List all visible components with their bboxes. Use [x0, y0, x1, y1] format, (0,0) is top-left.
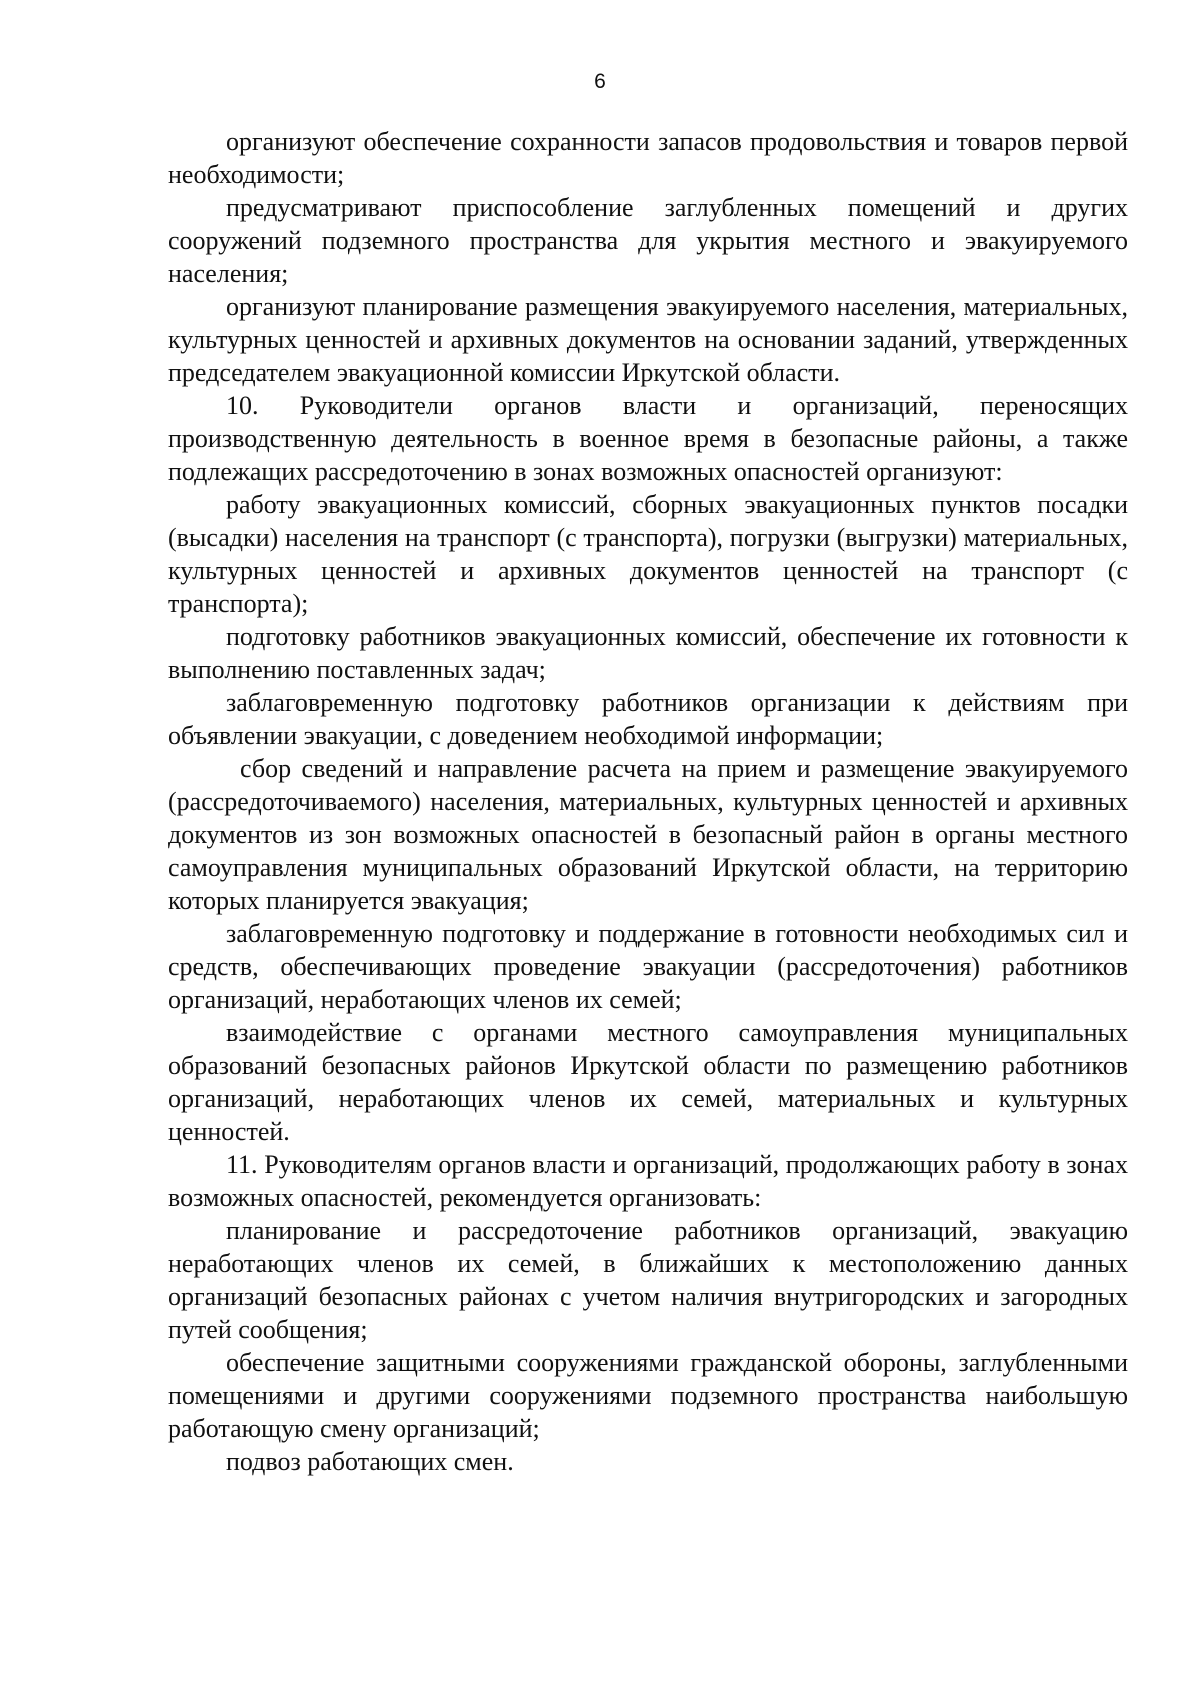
paragraph-staff-preparation: заблаговременную подготовку работников организации к действиям при объявлении эвакуации, с доведением необходимой информации; [168, 688, 1128, 750]
paragraph-evacuation-commissions: работу эвакуационных комиссий, сборных эвакуационных пунктов посадки (высадки) населения на транспорт (с транспорта), погрузки (выгрузки) материальных, культурных ценностей и архивных документов ценностей на транспорт (с транспорта); [168, 490, 1128, 618]
paragraph-underground-shelters: предусматривают приспособление заглубленных помещений и других сооружений подземного пространства для укрытия местного и эвакуируемого населения; [168, 193, 1128, 288]
document-body [168, 125, 1128, 1478]
page-number: 6 [594, 70, 606, 93]
paragraph-data-collection: сбор сведений и направление расчета на прием и размещение эвакуируемого (рассредоточиваемого) населения, материальных, культурных ценностей и архивных документов из зон возможных опасностей в безопасный район в органы местного самоуправления муниципальных образований Иркутской области, на территорию которых планируется эвакуация; [168, 754, 1128, 915]
paragraph-shift-transport: подвоз работающих смен. [226, 1447, 514, 1476]
paragraph-forces-readiness: заблаговременную подготовку и поддержание в готовности необходимых сил и средств, обеспечивающих проведение эвакуации (рассредоточения) работников организаций, неработающих членов их семей; [168, 919, 1128, 1014]
paragraph-food-reserves: организуют обеспечение сохранности запасов продовольствия и товаров первой необходимости; [168, 127, 1128, 189]
paragraph-item-11: 11. Руководителям органов власти и организаций, продолжающих работу в зонах возможных опасностей, рекомендуется организовать: [168, 1150, 1128, 1212]
paragraph-dispersal-planning: планирование и рассредоточение работников организаций, эвакуацию неработающих членов их семей, в ближайших к местоположению данных организаций безопасных районах с учетом наличия внутригородских и загородных путей сообщения; [168, 1216, 1128, 1344]
paragraph-item-10: 10. Руководители органов власти и организаций, переносящих производственную деятельность в военное время в безопасные районы, а также подлежащих рассредоточению в зонах возможных опасностей организуют: [168, 391, 1128, 486]
paragraph-commission-training: подготовку работников эвакуационных комиссий, обеспечение их готовности к выполнению поставленных задач; [168, 622, 1128, 684]
paragraph-evacuation-planning: организуют планирование размещения эвакуируемого населения, материальных, культурных ценностей и архивных документов на основании заданий, утвержденных председателем эвакуационной комиссии Иркутской области. [168, 292, 1128, 387]
paragraph-interaction: взаимодействие с органами местного самоуправления муниципальных образований безопасных районов Иркутской области по размещению работников организаций, неработающих членов их семей, материальных и культурных ценностей. [168, 1018, 1128, 1146]
paragraph-protective-structures: обеспечение защитными сооружениями гражданской обороны, заглубленными помещениями и другими сооружениями подземного пространства наибольшую работающую смену организаций; [168, 1348, 1128, 1443]
